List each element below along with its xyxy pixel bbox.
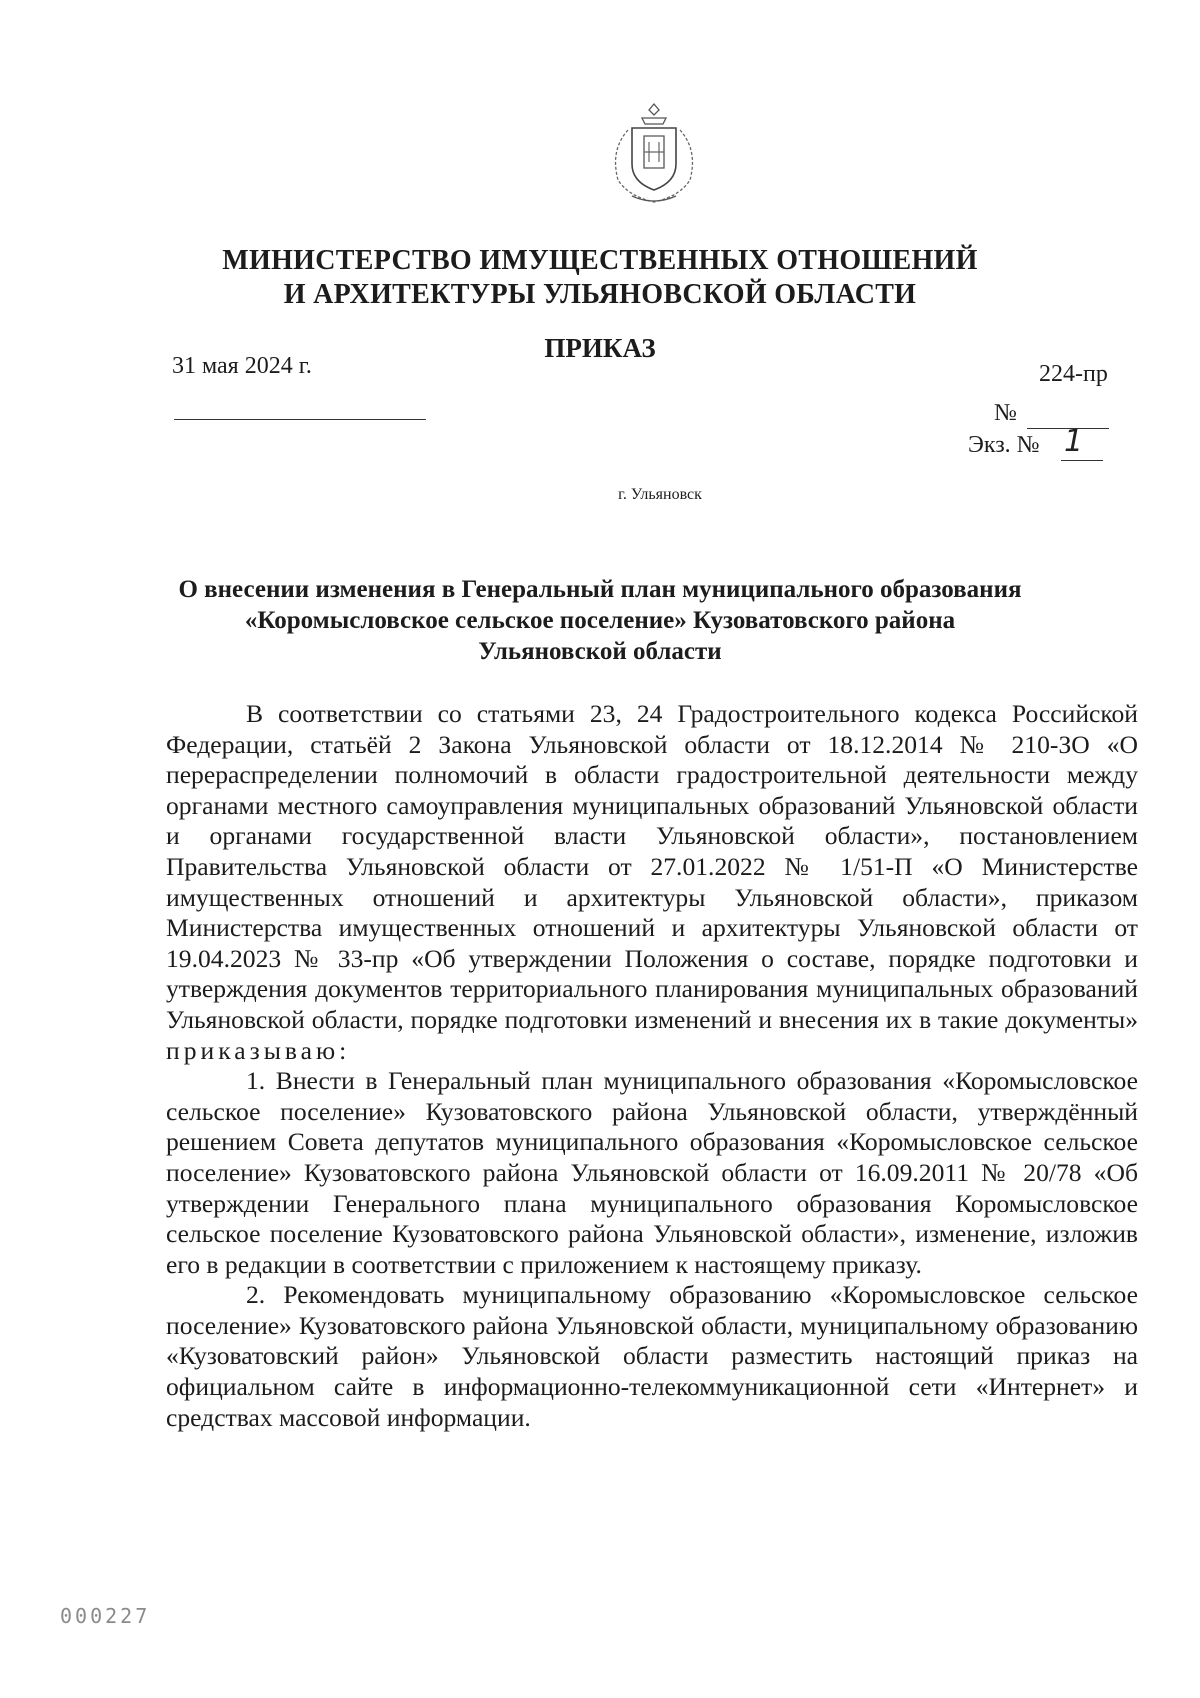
page-stamp: 000227 [60, 1604, 151, 1628]
copy-number: 1 [1064, 424, 1084, 459]
order-subject: О внесении изменения в Генеральный план муниципального образования «Коромысловское сельское поселение» Кузоватовского района Ульяновской области [178, 576, 1022, 665]
city: г. Ульяновск [618, 486, 702, 503]
date-underline [174, 419, 426, 420]
preamble-text: В соответствии со статьями 23, 24 Градостроительного кодекса Российской Федерации, статьёй 2 Закона Ульяновской области от 18.12.2014 № 210-ЗО «О перераспределении полномочий в области градостроительной деятельности между органами местного самоуправления муниципальных образований Ульяновской области и органами государственной власти Ульяновской области», постановлением Правительства Ульяновской области от 27.01.2022 № 1/51-П «О Министерстве имущественных отношений и архитектуры Ульяновской области», приказом Министерства имущественных отношений и архитектуры Ульяновской области от 19.04.2023 № 33-пр «Об утверждении Положения о составе, порядке подготовки и утверждения документов территориального планирования муниципальных образований Ульяновской области, порядке подготовки изменений и внесения их в такие документы» [166, 699, 1138, 1034]
coat-of-arms-icon [602, 100, 706, 208]
preamble-paragraph [166, 699, 1138, 1066]
ministry-name: МИНИСТЕРСТВО ИМУЩЕСТВЕННЫХ ОТНОШЕНИЙ И АРХИТЕКТУРЫ УЛЬЯНОВСКОЙ ОБЛАСТИ [222, 245, 978, 310]
copy-underline [1061, 460, 1103, 461]
order-number: 224-пр [1039, 361, 1108, 387]
order-word: приказываю: [166, 1035, 351, 1065]
order-body [166, 699, 1138, 1433]
document-type: ПРИКАЗ [544, 333, 656, 363]
item-1-paragraph: 1. Внести в Генеральный план муниципального образования «Коромысловское сельское поселение» Кузоватовского района Ульяновской области, утверждённый решением Совета депутатов муниципального образования «Коромысловское сельское поселение» Кузоватовского района Ульяновской области от 16.09.2011 № 20/78 «Об утверждении Генерального плана муниципального образования Коромысловское сельское поселение Кузоватовского района Ульяновской области», изменение, изложив его в редакции в соответствии с приложением к настоящему приказу. [166, 1066, 1138, 1279]
copy-label: Экз. № [968, 432, 1040, 458]
item-2-paragraph: 2. Рекомендовать муниципальному образованию «Коромысловское сельское поселение» Кузоватовского района Ульяновской области, муниципальному образованию «Кузоватовский район» Ульяновской области разместить настоящий приказ на официальном сайте в информационно-телекоммуникационной сети «Интернет» и средствах массовой информации. [166, 1280, 1138, 1432]
order-date: 31 мая 2024 г. [172, 353, 312, 379]
number-label: № [994, 400, 1017, 426]
